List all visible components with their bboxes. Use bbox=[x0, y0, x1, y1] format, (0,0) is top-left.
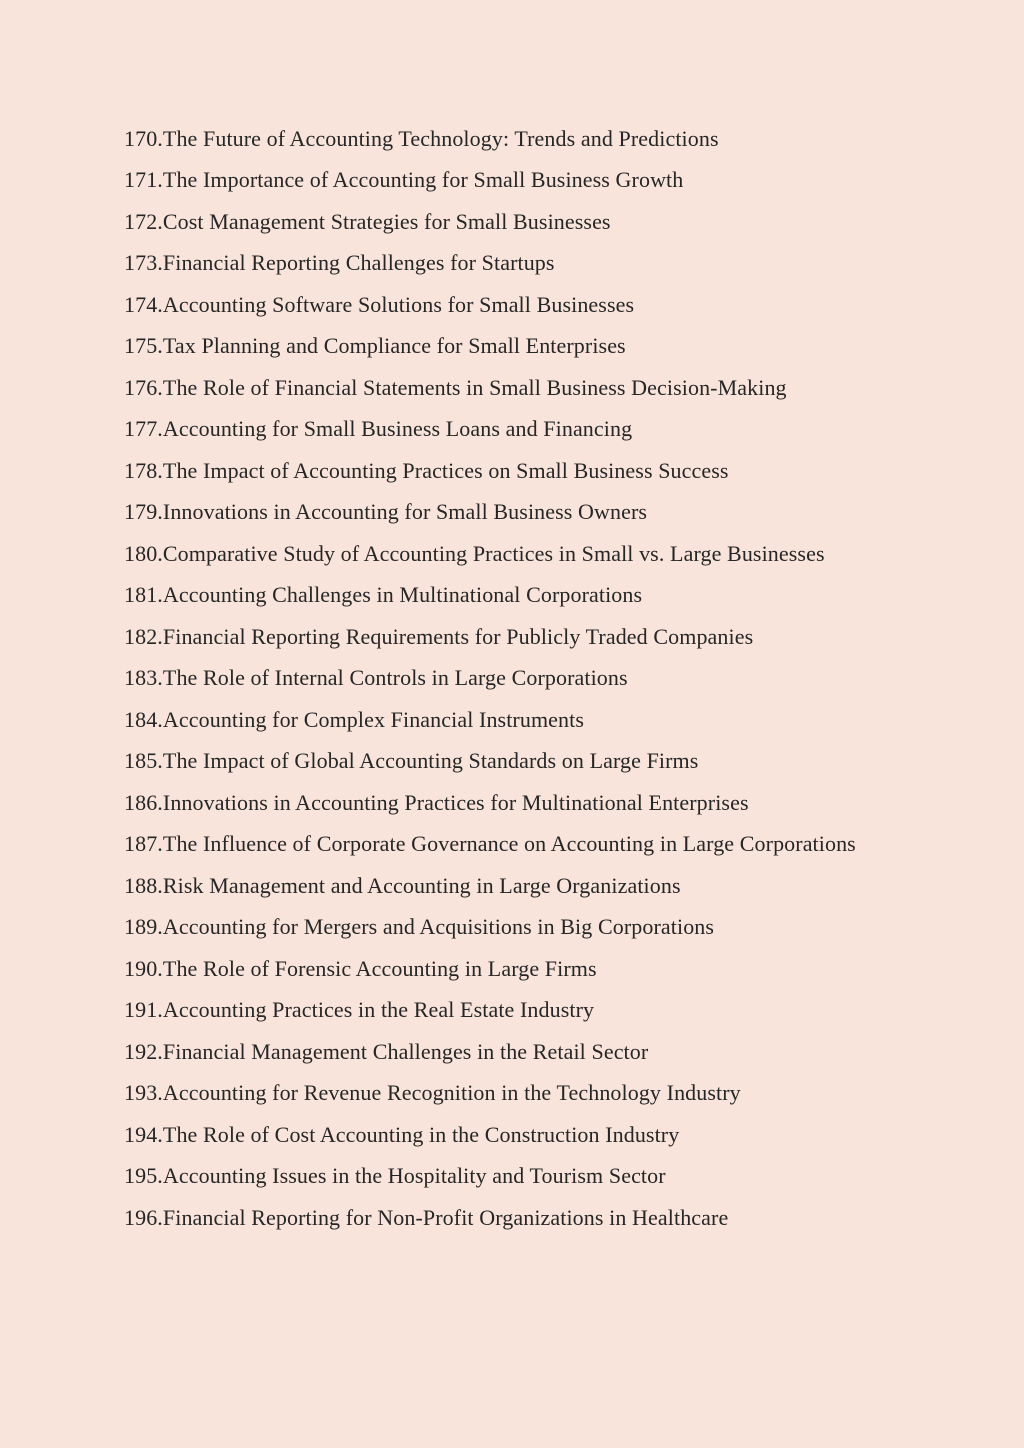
list-item: 181.Accounting Challenges in Multinational Corporations bbox=[124, 582, 643, 607]
list-item: 170.The Future of Accounting Technology: Trends and Predictions bbox=[124, 125, 719, 151]
list-item: 187.The Influence of Corporate Governance on Accounting in Large Corporations bbox=[124, 831, 856, 856]
list-item: 190.The Role of Forensic Accounting in Large Firms bbox=[124, 955, 597, 981]
list-item: 171.The Importance of Accounting for Small Business Growth bbox=[124, 167, 684, 192]
list-item: 173.Financial Reporting Challenges for Startups bbox=[124, 250, 555, 275]
list-item: 192.Financial Management Challenges in the Retail Sector bbox=[124, 1038, 649, 1064]
list-item: 194.The Role of Cost Accounting in the Construction Industry bbox=[124, 1121, 680, 1147]
list-item: 183.The Role of Internal Controls in Large Corporations bbox=[124, 665, 628, 690]
list-item: 195.Accounting Issues in the Hospitality and Tourism Sector bbox=[124, 1163, 666, 1188]
list-item: 176.The Role of Financial Statements in Small Business Decision-Making bbox=[124, 374, 787, 400]
list-item: 189.Accounting for Mergers and Acquisitions in Big Corporations bbox=[124, 914, 715, 939]
list-item: 191.Accounting Practices in the Real Estate Industry bbox=[124, 997, 595, 1022]
list-item: 182.Financial Reporting Requirements for Publicly Traded Companies bbox=[124, 623, 754, 649]
list-item: 172.Cost Management Strategies for Small Businesses bbox=[124, 208, 611, 234]
list-item: 179.Innovations in Accounting for Small Business Owners bbox=[124, 499, 648, 524]
list-item: 196.Financial Reporting for Non-Profit Organizations in Healthcare bbox=[124, 1204, 729, 1230]
list-item: 186.Innovations in Accounting Practices for Multinational Enterprises bbox=[124, 789, 749, 815]
topic-list bbox=[124, 118, 899, 1239]
list-item: 177.Accounting for Small Business Loans and Financing bbox=[124, 416, 633, 441]
list-item: 184.Accounting for Complex Financial Instruments bbox=[124, 706, 584, 732]
list-item: 175.Tax Planning and Compliance for Small Enterprises bbox=[124, 333, 626, 358]
list-item: 188.Risk Management and Accounting in Large Organizations bbox=[124, 872, 681, 898]
list-item: 193.Accounting for Revenue Recognition in the Technology Industry bbox=[124, 1080, 741, 1105]
list-item: 180.Comparative Study of Accounting Practices in Small vs. Large Businesses bbox=[124, 540, 825, 566]
list-item: 185.The Impact of Global Accounting Standards on Large Firms bbox=[124, 748, 699, 773]
list-item: 178.The Impact of Accounting Practices on Small Business Success bbox=[124, 457, 729, 483]
list-item: 174.Accounting Software Solutions for Small Businesses bbox=[124, 291, 635, 317]
